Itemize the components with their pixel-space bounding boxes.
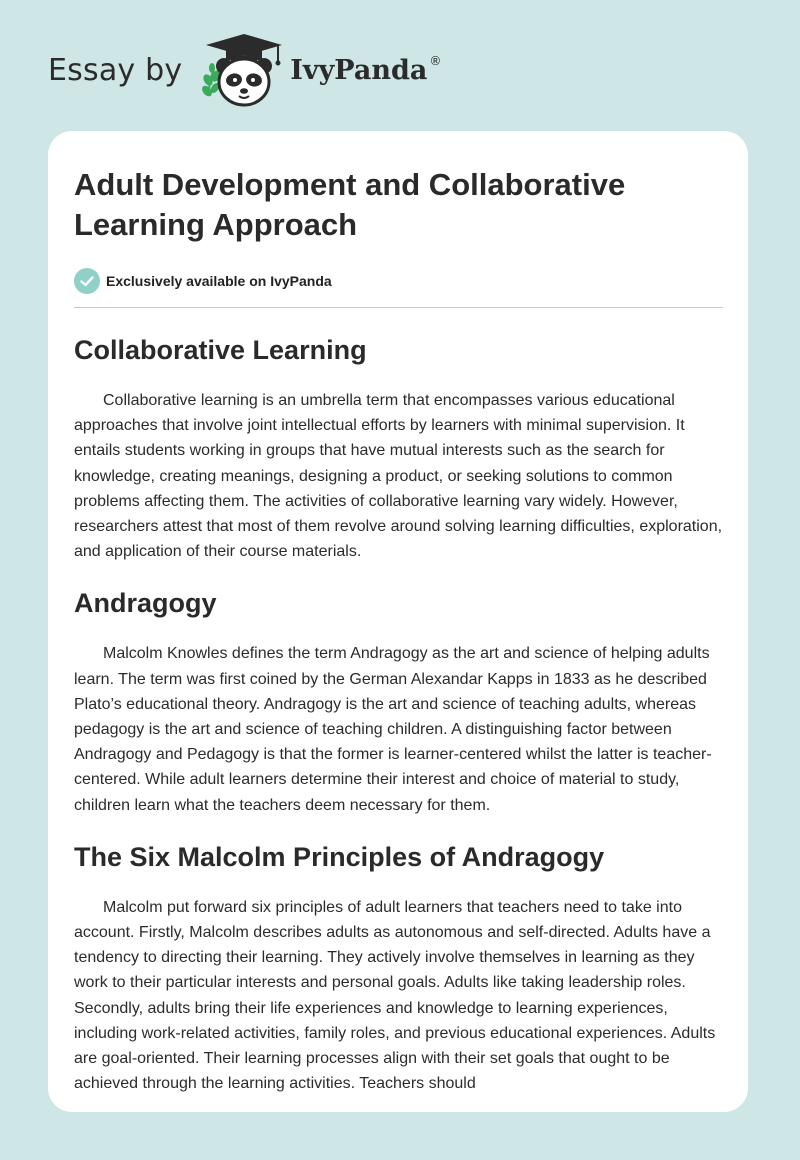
essay-card bbox=[48, 131, 748, 1112]
section-heading-collaborative-learning: Collaborative Learning bbox=[74, 335, 367, 365]
check-circle-icon bbox=[74, 268, 100, 294]
panda-logo-icon[interactable] bbox=[196, 30, 288, 110]
section-paragraph-andragogy: Malcolm Knowles defines the term Andragogy as the art and science of helping adults learn. The term was first coined by the German Alexandar Kapps in 1833 as he described Plato’s educational theory. Andragogy is the art and science of teaching adults, whereas pedagogy is the art and science of teaching children. A distinguishing factor between Andragogy and Pedagogy is that the former is learner-centered whilst the latter is teacher-centered. While adult learners determine their interest and choice of material to study, children learn what the teachers deem necessary for them. bbox=[74, 645, 712, 814]
title-divider bbox=[74, 307, 723, 308]
section-paragraph-six-principles: Malcolm put forward six principles of adult learners that teachers need to take into account. Firstly, Malcolm describes adults as autonomous and self-directed. Adults have a tendency to directing their learning. They actively involve themselves in learning as they work to their particular interests and personal goals. Adults like taking leadership roles. Secondly, adults bring their life experiences and knowledge to learning experiences, including work-related activities, family roles, and previous educational experiences. Adults are goal-oriented. Their learning processes align with their set goals that ought to be achieved through the learning activities. Teachers should bbox=[74, 898, 716, 1093]
exclusive-badge bbox=[74, 268, 722, 294]
exclusive-badge-text: Exclusively available on IvyPanda bbox=[106, 273, 332, 289]
brand-name: IvyPanda bbox=[290, 54, 428, 86]
essay-title: Adult Development and Collaborative Learning Approach bbox=[74, 167, 626, 242]
brand-header bbox=[48, 30, 441, 110]
section-heading-six-principles: The Six Malcolm Principles of Andragogy bbox=[74, 841, 605, 872]
brand-prefix: Essay by bbox=[48, 52, 183, 88]
section-paragraph-collaborative-learning: Collaborative learning is an umbrella term that encompasses various educational approaches that involve joint intellectual efforts by learners with minimal supervision. It entails students working in groups that have mutual interests such as the search for knowledge, creating meanings, designing a product, or seeking solutions to common problems affecting them. The activities of collaborative learning vary widely. However, researchers attest that most of them revolve around solving learning difficulties, exploration, and application of their course materials. bbox=[74, 392, 723, 561]
section-heading-andragogy: Andragogy bbox=[74, 588, 217, 619]
registered-mark: ® bbox=[429, 54, 442, 68]
